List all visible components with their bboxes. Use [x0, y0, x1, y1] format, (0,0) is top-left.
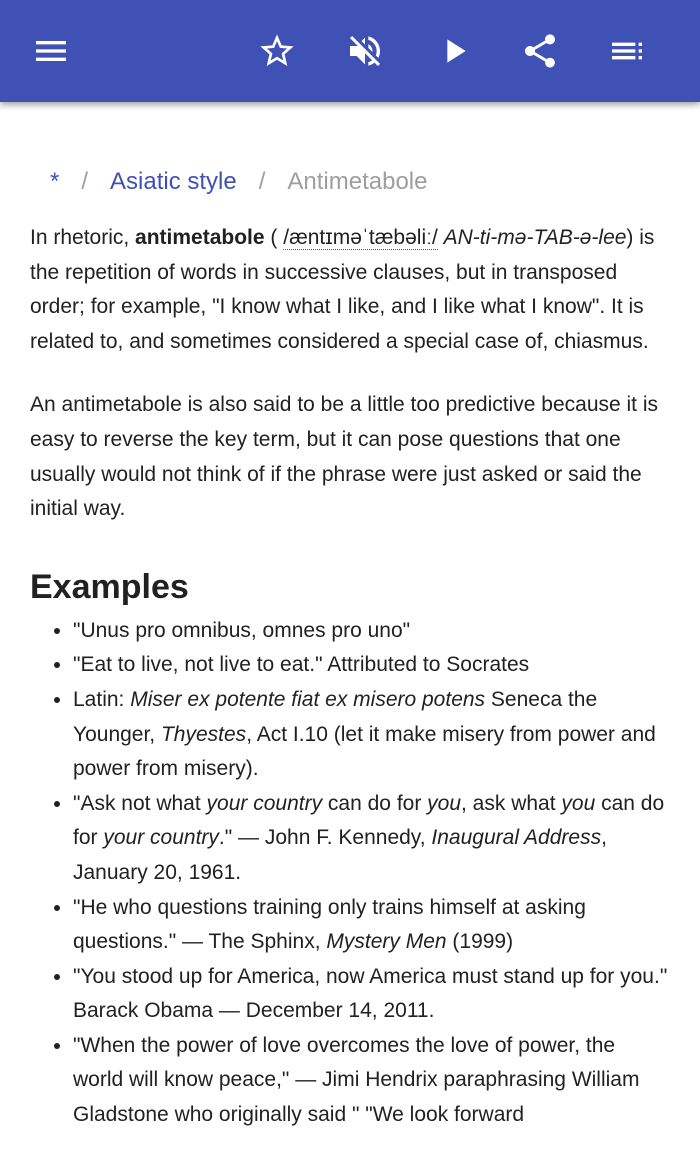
table-of-contents-button[interactable] [599, 23, 655, 79]
text: ( [264, 226, 284, 249]
play-button[interactable] [426, 23, 482, 79]
play-arrow-icon [434, 31, 474, 71]
text-italic: Inaugural Address [431, 826, 602, 850]
share-button[interactable] [512, 23, 568, 79]
respelling: AN-ti-mə-TAB-ə-lee [443, 226, 627, 249]
text-italic: Mystery Men [326, 930, 447, 954]
list-item: • "Unus pro omnibus, omnes pro uno" [73, 614, 670, 649]
article-content [30, 102, 670, 1133]
text: "Ask not what [73, 791, 207, 815]
text-italic: you [561, 791, 596, 815]
term-bold: antimetabole [135, 226, 265, 249]
examples-list [30, 614, 670, 1133]
text: , ask what [461, 791, 562, 815]
breadcrumb-separator: / [258, 168, 266, 195]
menu-button[interactable] [23, 23, 79, 79]
list-item: • "You stood up for America, now America must stand up for you." Barack Obama — December 14, 2011. [73, 960, 670, 1029]
app-toolbar [0, 0, 700, 102]
list-item [73, 891, 670, 960]
text: ." — John F. Kennedy, [218, 826, 432, 850]
intro-paragraph [30, 221, 670, 359]
table-of-contents-icon [607, 31, 647, 71]
text-italic: your country [206, 791, 323, 815]
breadcrumb-separator: / [81, 168, 89, 195]
breadcrumb-current: Antimetabole [287, 168, 428, 195]
text: In rhetoric, [30, 226, 136, 249]
star-outline-icon [257, 31, 297, 71]
text: Seneca the Younger, [73, 687, 598, 746]
text: "He who questions training only trains himself at asking questions." — The Sphinx, [73, 895, 586, 954]
hamburger-menu-icon [31, 31, 71, 71]
favorite-button[interactable] [249, 23, 305, 79]
text: Latin: [73, 687, 131, 711]
text-italic: Thyestes [160, 722, 247, 746]
text: ) is the repetition of words in successive clauses, but in transposed order; for example, "I know what I like, and I like what I know". It is related to, and sometimes considered a special case of, chiasmus. [30, 226, 655, 353]
text-italic: you [427, 791, 462, 815]
list-item [73, 683, 670, 787]
breadcrumb-parent-link[interactable]: Asiatic style [110, 168, 237, 195]
text: , January 20, 1961. [73, 826, 607, 884]
text-italic: your country [103, 826, 219, 850]
list-item [73, 787, 670, 891]
text: can do for [322, 791, 428, 815]
ipa-pronunciation[interactable]: /æntɪməˈtæbəliː/ [283, 226, 438, 249]
examples-heading: Examples [30, 567, 189, 606]
breadcrumb [50, 165, 670, 199]
text: , Act I.10 (let it make misery from power and power from misery). [73, 722, 656, 781]
second-paragraph: An antimetabole is also said to be a little too predictive because it is easy to reverse the key term, but it can pose questions that one usually would not think of if the phrase were just asked or said the initial way. [30, 393, 659, 521]
mute-button[interactable] [337, 23, 393, 79]
volume-off-icon [345, 31, 385, 71]
list-item: • "Eat to live, not live to eat." Attributed to Socrates [73, 648, 670, 683]
share-icon [520, 31, 560, 71]
breadcrumb-root-link[interactable]: * [50, 168, 60, 195]
list-item: • "When the power of love overcomes the love of power, the world will know peace," — Jimi Hendrix paraphrasing William Gladstone who originally said " "We look forward [73, 1029, 670, 1133]
text: can do for [73, 791, 665, 850]
text-italic: Miser ex potente fiat ex misero potens [130, 687, 486, 711]
text: (1999) [446, 930, 514, 954]
